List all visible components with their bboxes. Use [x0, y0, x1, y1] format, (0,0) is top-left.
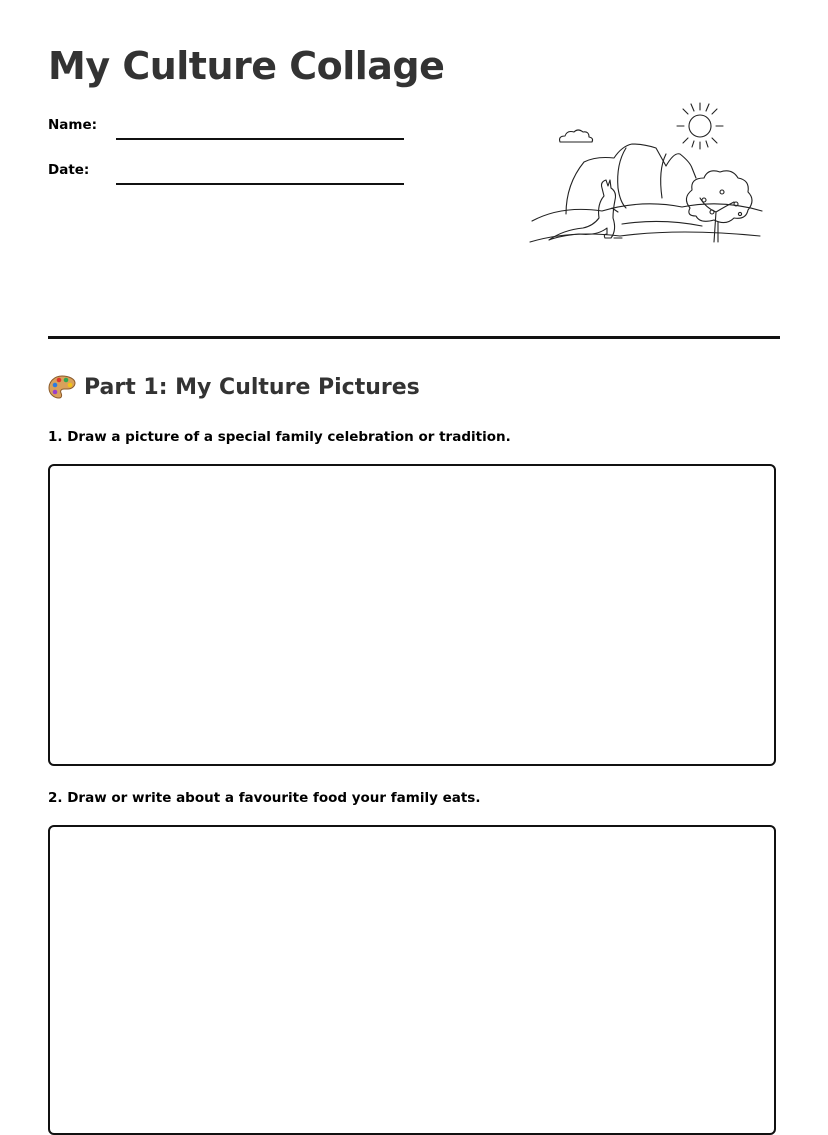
name-write-line[interactable] — [116, 138, 404, 140]
section-divider — [48, 336, 780, 339]
date-field-row — [48, 162, 408, 186]
cloud-icon — [560, 130, 593, 142]
question-2-prompt: 2. Draw or write about a favourite food your family eats. — [48, 790, 481, 806]
worksheet-title: My Culture Collage — [48, 44, 445, 88]
rock-icon — [566, 144, 696, 214]
question-1-drawing-box[interactable] — [48, 464, 776, 766]
part1-heading-text: Part 1: My Culture Pictures — [84, 374, 420, 400]
kangaroo-icon — [549, 180, 622, 240]
question-1-prompt: 1. Draw a picture of a special family celebration or tradition. — [48, 429, 511, 445]
question-2-drawing-box[interactable] — [48, 825, 776, 1135]
part1-heading — [48, 374, 420, 400]
name-label: Name: — [48, 117, 98, 133]
artist-palette-icon — [48, 374, 76, 400]
outback-landscape-icon — [526, 96, 770, 256]
date-write-line[interactable] — [116, 183, 404, 185]
name-field-row — [48, 117, 408, 141]
date-label: Date: — [48, 162, 90, 178]
sun-icon — [677, 103, 723, 149]
